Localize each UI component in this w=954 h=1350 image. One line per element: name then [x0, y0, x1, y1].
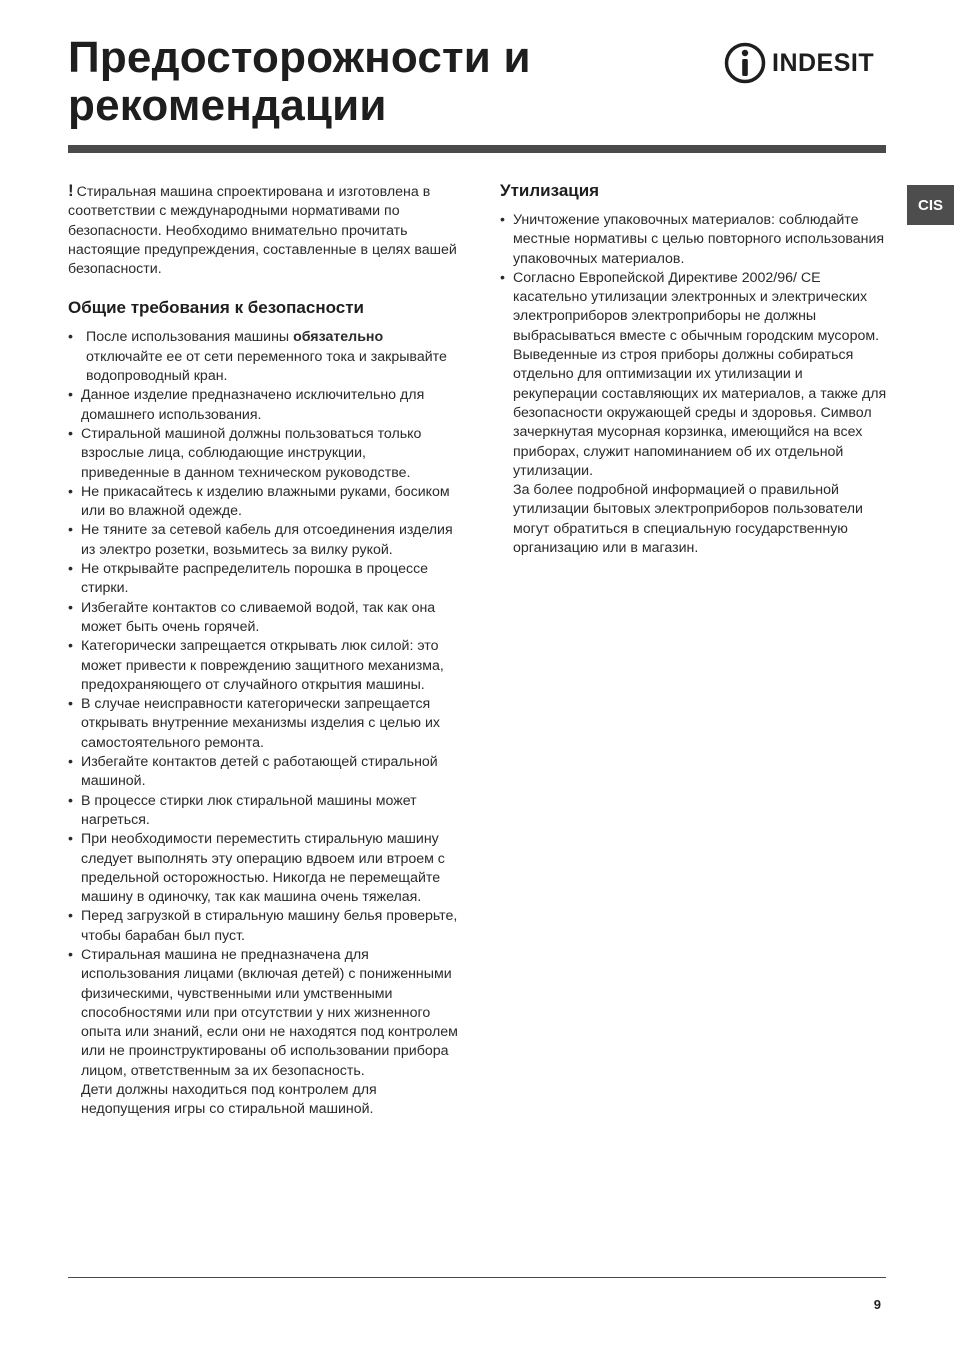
- list-item: [68, 946, 458, 1120]
- safety-heading: Общие требования к безопасности: [68, 298, 364, 318]
- brand-name: INDESIT: [772, 48, 875, 77]
- footer-divider: [68, 1277, 886, 1278]
- list-item-text: • Согласно Европейской Директиве 2002/96/ CE касательно утилизации электронных и электрических электроприборов электроприборы не должны выбрасываться вместе с обычным городским мусором. Выведенные из строя приборы должны собираться отдельно для оптимизации их утилизации и рекуперации составляющих их материалов, а также для безопасности окружающей среды и здоровья. Символ зачеркнутая мусорная корзинка, имеющийся на всех приборах, служит напоминанием об их отдельной утилизации.: [513, 269, 887, 479]
- disposal-heading: Утилизация: [500, 181, 600, 200]
- page-title: [68, 34, 531, 130]
- list-item: • В процессе стирки люк стиральной машины может нагреться.: [68, 792, 458, 831]
- list-item-text: отключайте ее от сети переменного тока и закрывайте водопроводный кран.: [86, 348, 447, 385]
- disposal-list: [500, 211, 890, 558]
- list-item: • Избегайте контактов детей с работающей стиральной машиной.: [68, 753, 458, 792]
- safety-list: [68, 328, 458, 1119]
- list-item: • Категорически запрещается открывать люк силой: это может привести к повреждению защитного механизма, предохраняющего от случайного открытия машины.: [68, 637, 458, 695]
- right-column: [500, 181, 890, 558]
- list-item: • Не прикасайтесь к изделию влажными руками, босиком или во влажной одежде.: [68, 483, 458, 522]
- language-tab: CIS: [907, 185, 954, 225]
- header-divider: [68, 145, 886, 153]
- indesit-i-logo-icon: [724, 40, 766, 86]
- list-item-emphasis: обязательно: [293, 329, 384, 346]
- list-item: [500, 269, 890, 558]
- list-item: • В случае неисправности категорически запрещается открывать внутренние механизмы изделия с целью их самостоятельного ремонта.: [68, 695, 458, 753]
- list-item: • Стиральной машиной должны пользоваться только взрослые лица, соблюдающие инструкции, приведенные в данном техническом руководстве.: [68, 425, 458, 483]
- intro-paragraph: [68, 181, 458, 279]
- list-item-continuation: За более подробной информацией о правильной утилизации бытовых электроприборов пользователи могут обратиться в специальную государственную организацию или в магазин.: [513, 482, 863, 557]
- indesit-logo: [724, 40, 888, 86]
- list-item-text: • Стиральная машина не предназначена для использования лицами (включая детей) с пониженными физическими, чувственными или умственными способностями или при отсутствии у них жизненного опыта или знаний, если они не находятся под контролем или не проинструктированы об использовании прибора лицом, ответственным за их безопасность.: [81, 946, 458, 1079]
- left-column: [68, 181, 458, 1120]
- list-item: • Перед загрузкой в стиральную машину белья проверьте, чтобы барабан был пуст.: [68, 907, 458, 946]
- page-title-line-2: рекомендации: [68, 81, 387, 130]
- list-item: • Не открывайте распределитель порошка в процессе стирки.: [68, 560, 458, 599]
- page-title-line-1: Предосторожности и: [68, 33, 531, 82]
- list-item: [68, 328, 458, 386]
- list-item: • Не тяните за сетевой кабель для отсоединения изделия из электро розетки, возьмитесь за вилку рукой.: [68, 521, 458, 560]
- list-item: • При необходимости переместить стиральную машину следует выполнять эту операцию вдвоем или втроем с предельной осторожностью. Никогда не перемещайте машину в одиночку, так как машина очень тяжелая.: [68, 830, 458, 907]
- page-number: 9: [873, 1297, 881, 1312]
- warning-icon: !: [68, 181, 74, 200]
- list-item: • Данное изделие предназначено исключительно для домашнего использования.: [68, 386, 458, 425]
- list-item: • Уничтожение упаковочных материалов: соблюдайте местные нормативы с целью повторного использования упаковочных материалов.: [500, 211, 890, 269]
- list-item-continuation: Дети должны находиться под контролем для недопущения игры со стиральной машиной.: [81, 1082, 377, 1118]
- intro-text: Стиральная машина спроектирована и изготовлена в соответствии с международными нормативами по безопасности. Необходимо внимательно прочитать настоящие предупреждения, составленные в целях вашей безопасности.: [68, 184, 457, 278]
- list-item-text: После использования машины: [86, 329, 294, 346]
- list-item: • Избегайте контактов со сливаемой водой, так как она может быть очень горячей.: [68, 599, 458, 638]
